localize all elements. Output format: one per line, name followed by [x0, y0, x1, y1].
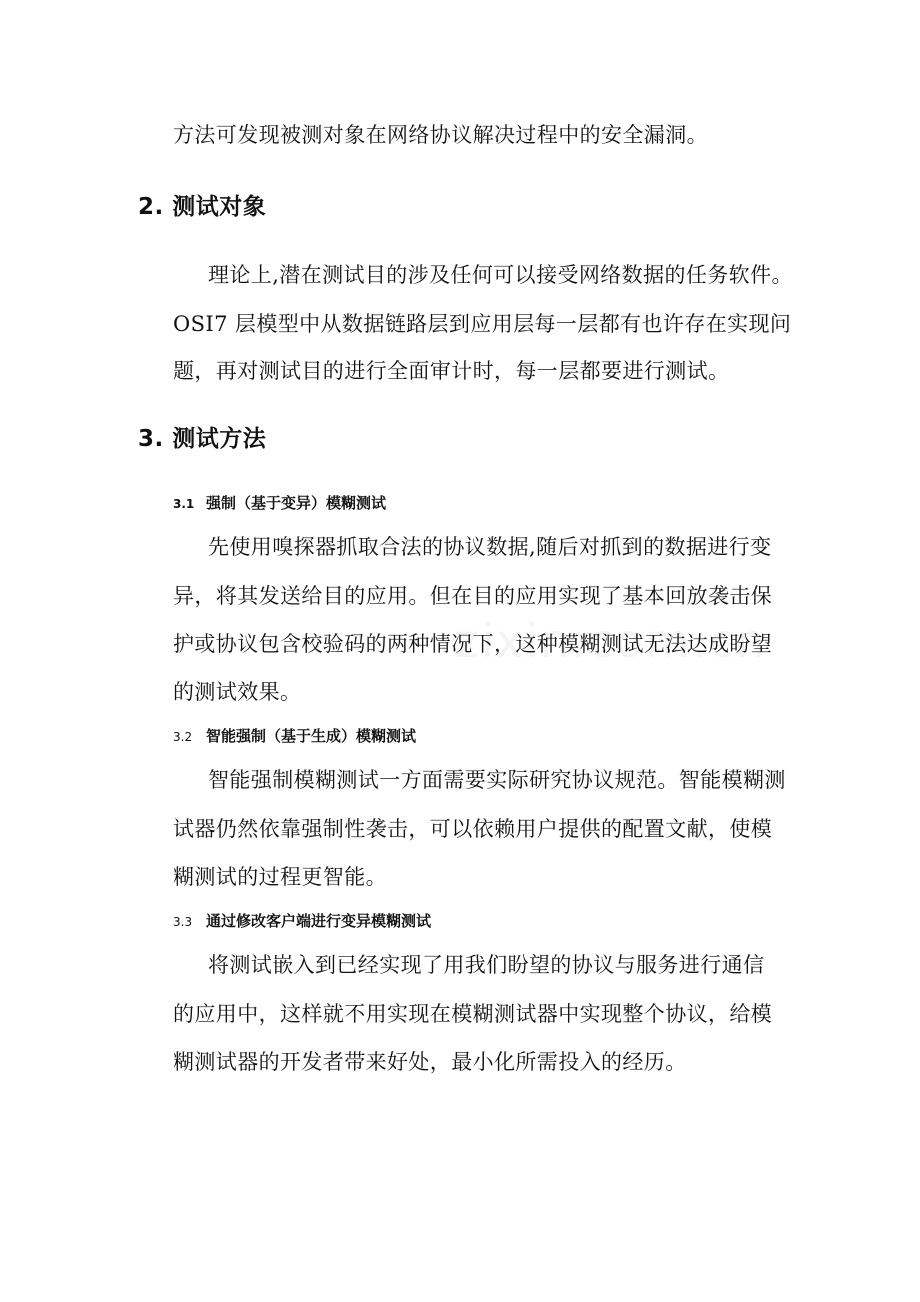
- subsection-3-2-line-3: 糊测试的过程更智能。: [173, 865, 387, 889]
- subsection-3-2-line-1: 智能强制模糊测试一方面需要实际研究协议规范。智能模糊测: [208, 768, 786, 792]
- section-2-line-1: 理论上,潜在测试目的涉及任何可以接受网络数据的任务软件。: [208, 263, 793, 287]
- subsection-3-3-line-3: 糊测试器的开发者带来好处，最小化所需投入的经历。: [173, 1050, 687, 1074]
- subsection-3-3-title: 通过修改客户端进行变异模糊测试: [206, 912, 432, 930]
- subsection-3-1-line-4: 的测试效果。: [173, 680, 302, 704]
- subsection-3-3-line-2: 的应用中，这样就不用实现在模糊测试器中实现整个协议，给模: [173, 1002, 773, 1026]
- section-2-line-2: OSI7 层模型中从数据链路层到应用层每一层都有也许存在实现问: [173, 312, 792, 336]
- subsection-3-1-title: 强制（基于变异）模糊测试: [206, 494, 387, 512]
- subsection-3-1-line-3: 护或协议包含校验码的两种情况下，这种模糊测试无法达成盼望: [173, 632, 773, 656]
- subsection-3-1-line-2: 异，将其发送给目的应用。但在目的应用实现了基本回放袭击保: [173, 584, 773, 608]
- section-2-line-3: 题，再对测试目的进行全面审计时，每一层都要进行测试。: [173, 359, 730, 383]
- subsection-3-3-number: 3.3: [173, 915, 193, 929]
- subsection-3-1-heading: [173, 493, 386, 514]
- section-3-heading: 3. 测试方法: [138, 426, 267, 452]
- subsection-3-2-number: 3.2: [173, 730, 193, 744]
- subsection-3-1-line-1: 先使用嗅探器抓取合法的协议数据,随后对抓到的数据进行变: [208, 535, 772, 559]
- section-2-heading: 2. 测试对象: [138, 194, 267, 220]
- intro-line: 方法可发现被测对象在网络协议解决过程中的安全漏洞。: [173, 123, 708, 147]
- subsection-3-1-number: 3.1: [173, 497, 195, 511]
- subsection-3-2-title: 智能强制（基于生成）模糊测试: [206, 727, 417, 745]
- subsection-3-2-heading: [173, 726, 416, 747]
- subsection-3-2-line-2: 试器仍然依靠强制性袭击，可以依赖用户提供的配置文献，使模: [173, 817, 773, 841]
- subsection-3-3-heading: [173, 911, 431, 932]
- subsection-3-3-line-1: 将测试嵌入到已经实现了用我们盼望的协议与服务进行通信: [208, 953, 765, 977]
